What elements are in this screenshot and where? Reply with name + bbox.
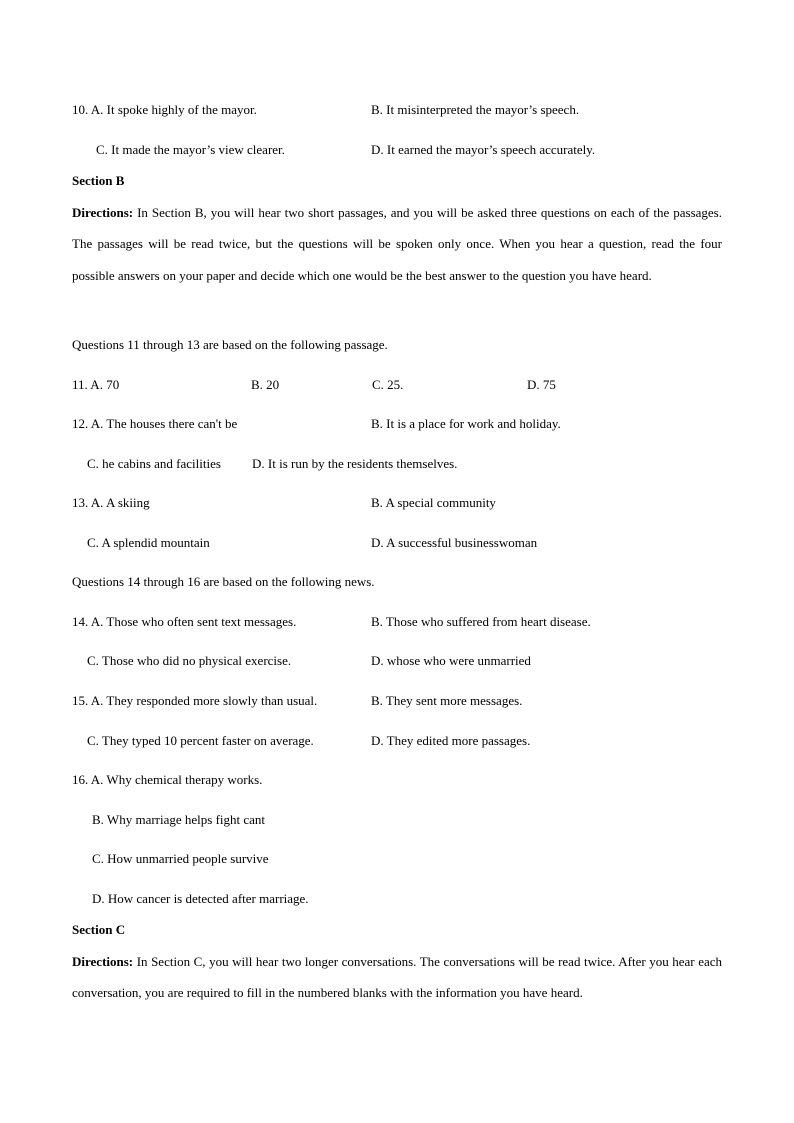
q15-option-d: D. They edited more passages. (371, 733, 531, 748)
q16-option-b: B. Why marriage helps fight cant (92, 812, 266, 827)
q12-option-c: C. he cabins and facilities (87, 456, 221, 471)
q14-option-b: B. Those who suffered from heart disease. (371, 614, 591, 629)
q13-option-d: D. A successful businesswoman (371, 535, 538, 550)
q12-option-a: 12. A. The houses there can't be (72, 416, 238, 431)
section-c-directions-label: Directions: (72, 954, 134, 969)
q11-option-d: D. 75 (527, 377, 556, 392)
section-b-directions (72, 197, 722, 291)
section-b-heading: Section B (72, 173, 125, 188)
q15-option-c: C. They typed 10 percent faster on average. (87, 733, 314, 748)
q14-option-c: C. Those who did no physical exercise. (87, 653, 292, 668)
q13-option-a: 13. A. A skiing (72, 495, 150, 510)
q10-option-a: 10. A. It spoke highly of the mayor. (72, 102, 257, 117)
q10-option-b: B. It misinterpreted the mayor’s speech. (371, 102, 580, 117)
q16-option-c: C. How unmarried people survive (92, 851, 269, 866)
section-c-directions-text: In Section C, you will hear two longer conversations. The conversations will be read twice. After you hear each conversation, you are required to fill in the numbered blanks with the information you have heard. (72, 954, 722, 1001)
q10-option-c: C. It made the mayor’s view clearer. (96, 142, 285, 157)
section-b-directions-text: In Section B, you will hear two short passages, and you will be asked three questions on each of the passages. The passages will be read twice, but the questions will be spoken only once. When you hear a question, read the four possible answers on your paper and decide which one would be the best answer to the question you have heard. (72, 205, 722, 283)
q16-option-d: D. How cancer is detected after marriage. (92, 891, 309, 906)
q15-option-b: B. They sent more messages. (371, 693, 523, 708)
section-c-heading: Section C (72, 922, 126, 937)
q11-option-b: B. 20 (251, 377, 280, 392)
section-c-directions (72, 946, 722, 1009)
q16-option-a: 16. A. Why chemical therapy works. (72, 772, 263, 787)
section-b-intro-2: Questions 14 through 16 are based on the following news. (72, 574, 375, 589)
q14-option-d: D. whose who were unmarried (371, 653, 531, 668)
q12-option-d: D. It is run by the residents themselves. (252, 456, 458, 471)
q14-option-a: 14. A. Those who often sent text messages. (72, 614, 297, 629)
q15-option-a: 15. A. They responded more slowly than usual. (72, 693, 318, 708)
q12-option-b: B. It is a place for work and holiday. (371, 416, 561, 431)
q11-option-a: 11. A. 70 (72, 377, 120, 392)
q10-option-d: D. It earned the mayor’s speech accurately. (371, 142, 596, 157)
q13-option-b: B. A special community (371, 495, 496, 510)
q11-option-c: C. 25. (372, 377, 404, 392)
section-b-directions-label: Directions: (72, 205, 134, 220)
q13-option-c: C. A splendid mountain (87, 535, 210, 550)
section-b-intro-1: Questions 11 through 13 are based on the following passage. (72, 337, 388, 352)
